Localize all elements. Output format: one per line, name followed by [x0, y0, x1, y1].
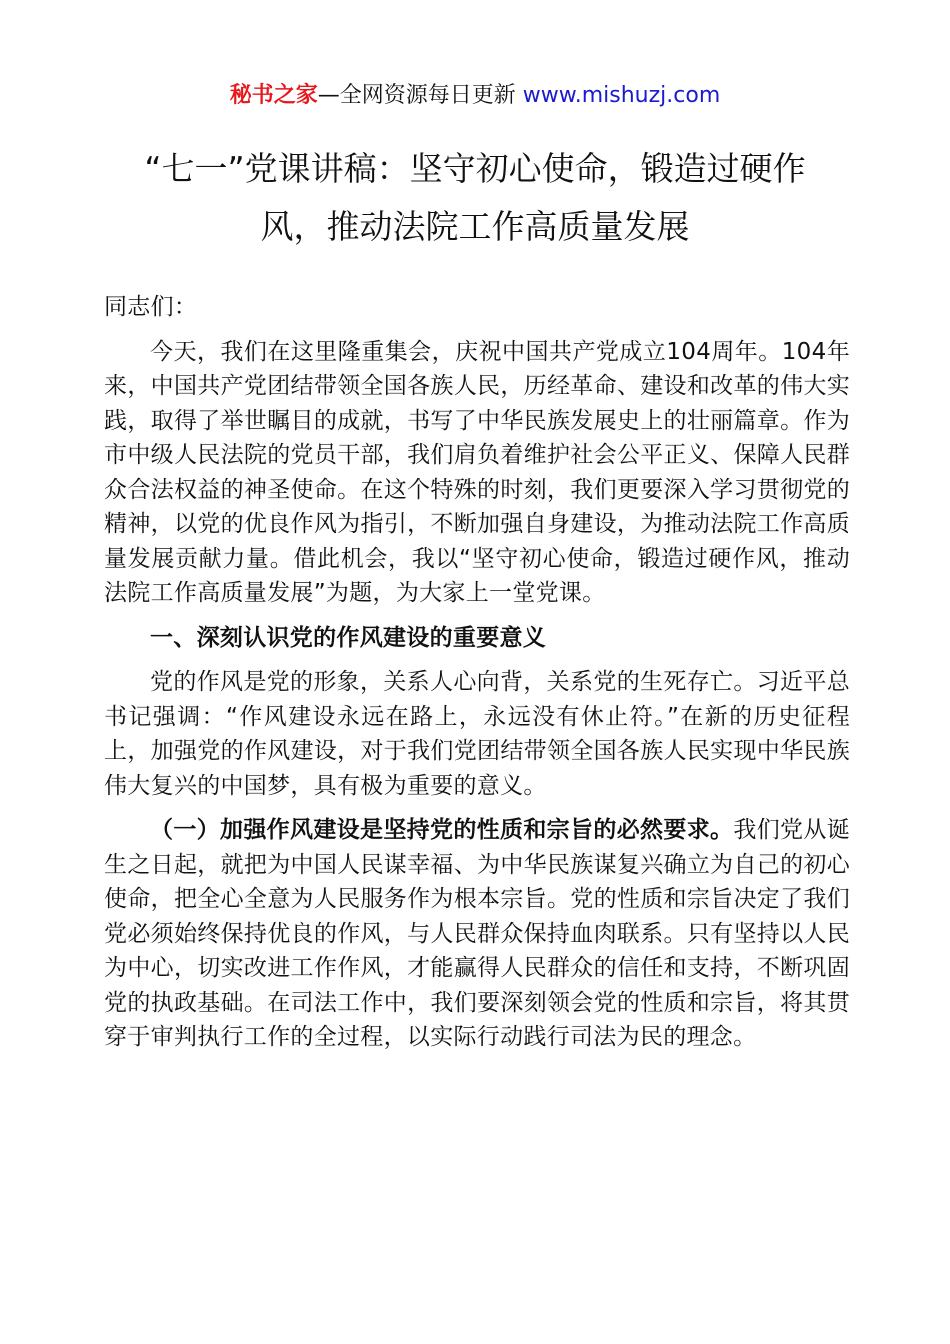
site-url-link[interactable]: www.mishuzj.com	[522, 83, 721, 108]
salutation: 同志们：	[104, 294, 198, 320]
header-tagline: —全网资源每日更新	[317, 83, 516, 108]
title-line-1: “七一”党课讲稿：坚守初心使命，锻造过硬作	[144, 149, 806, 188]
section-heading-1: 一、深刻认识党的作风建设的重要意义	[150, 624, 547, 651]
subsection-lead: （一）加强作风建设是坚持党的性质和宗旨的必然要求。	[150, 817, 734, 843]
site-header	[0, 80, 950, 112]
brand-name: 秘书之家	[229, 83, 318, 108]
document-body	[104, 290, 850, 1065]
paragraph-subsection-1	[104, 813, 850, 1055]
paragraph-intro: 今天，我们在这里隆重集会，庆祝中国共产党成立104周年。104年来，中国共产党团结带领全国各族人民，历经革命、建设和改革的伟大实践，取得了举世瞩目的成就，书写了中华民族发展史上的壮丽篇章。作为市中级人民法院的党员干部，我们肩负着维护社会公平正义、保障人民群众合法权益的神圣使命。在这个特殊的时刻，我们更要深入学习贯彻党的精神，以党的优良作风为指引，不断加强自身建设，为推动法院工作高质量发展贡献力量。借此机会，我以“坚守初心使命，锻造过硬作风，推动法院工作高质量发展”为题，为大家上一堂党课。	[104, 338, 850, 606]
document-title	[100, 140, 850, 256]
paragraph-section-1: 党的作风是党的形象，关系人心向背，关系党的生死存亡。习近平总书记强调：“作风建设永远在路上，永远没有休止符。”在新的历史征程上，加强党的作风建设，对于我们党团结带领全国各族人民实现中华民族伟大复兴的中国梦，具有极为重要的意义。	[104, 669, 850, 799]
title-line-2: 风，推动法院工作高质量发展	[260, 207, 690, 246]
subsection-text: 我们党从诞生之日起，就把为中国人民谋幸福、为中华民族谋复兴确立为自己的初心使命，把全心全意为人民服务作为根本宗旨。党的性质和宗旨决定了我们党必须始终保持优良的作风，与人民群众保持血肉联系。只有坚持以人民为中心，切实改进工作作风，才能赢得人民群众的信任和支持，不断巩固党的执政基础。在司法工作中，我们要深刻领会党的性质和宗旨，将其贯穿于审判执行工作的全过程，以实际行动践行司法为民的理念。	[104, 817, 851, 1050]
